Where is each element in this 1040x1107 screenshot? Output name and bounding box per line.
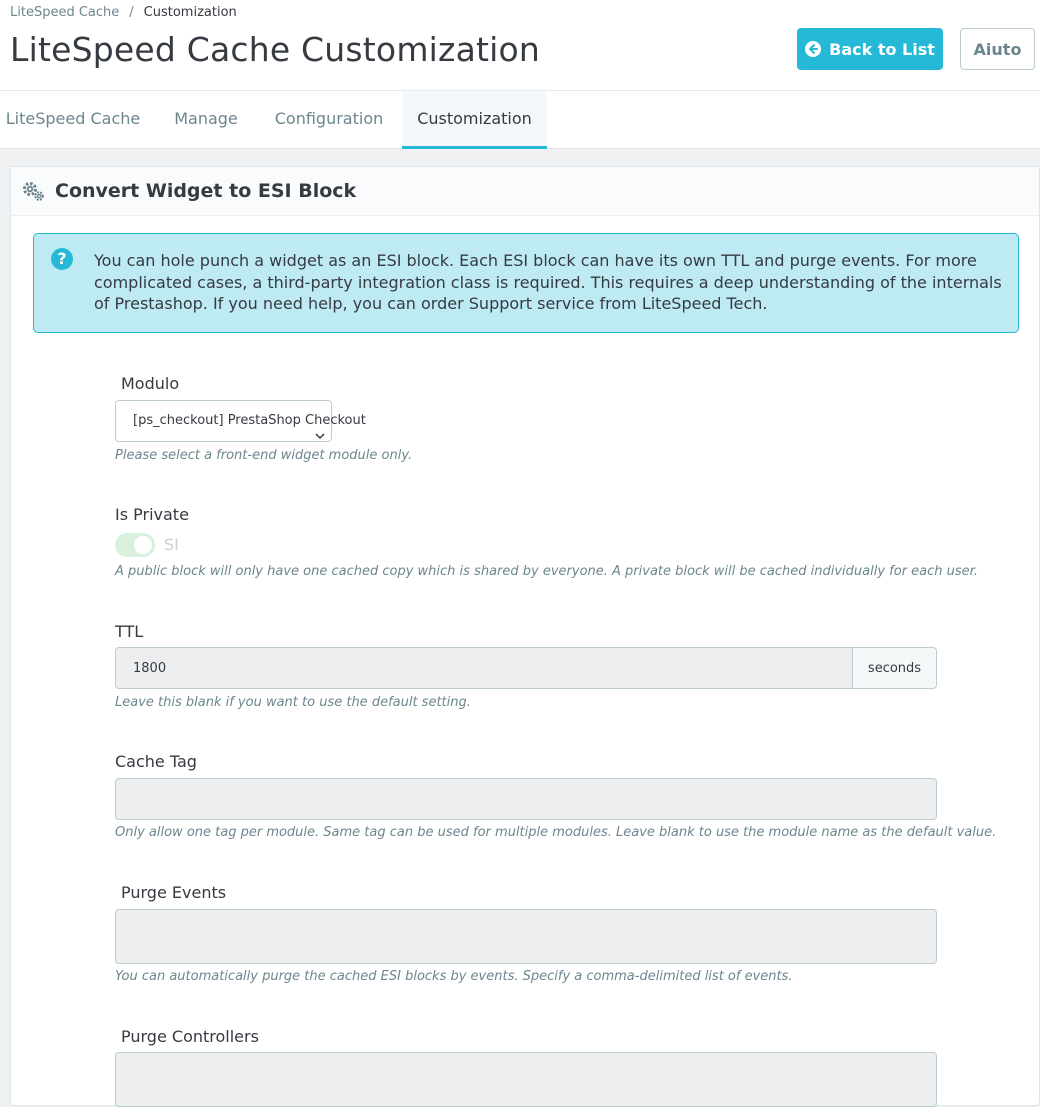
purge-events-help: You can automatically purge the cached ESI blocks by events. Specify a comma-delimited list of events.	[115, 969, 793, 984]
purge-events-label: Purge Events	[121, 883, 227, 902]
tab-litespeed-cache[interactable]: LiteSpeed Cache	[5, 109, 141, 128]
panel-heading	[11, 167, 1039, 216]
module-label: Modulo	[121, 374, 180, 393]
panel-title: Convert Widget to ESI Block	[55, 180, 357, 202]
breadcrumb	[10, 5, 237, 20]
breadcrumb-current: Customization	[143, 5, 237, 20]
ttl-input[interactable]	[115, 647, 853, 689]
cache-tag-help: Only allow one tag per module. Same tag can be used for multiple modules. Leave blank to use the module name as the default value.	[115, 825, 997, 840]
ttl-unit-addon: seconds	[852, 647, 937, 689]
is-private-help: A public block will only have one cached copy which is shared by everyone. A private block will be cached individually for each user.	[115, 564, 978, 579]
circle-arrow-left-icon	[805, 41, 821, 57]
ttl-input-value: 1800	[133, 660, 167, 676]
module-select[interactable]	[115, 400, 366, 442]
tab-bar	[0, 90, 1040, 149]
switch-knob	[134, 536, 152, 554]
gears-icon	[21, 180, 45, 206]
question-circle-icon: ?	[51, 248, 73, 270]
breadcrumb-separator: /	[129, 5, 134, 20]
back-to-list-label: Back to List	[829, 39, 935, 59]
info-alert	[33, 233, 1019, 333]
ttl-label: TTL	[115, 622, 144, 641]
esi-block-panel	[10, 166, 1040, 1106]
back-to-list-button[interactable]	[797, 28, 943, 70]
is-private-switch[interactable]	[115, 533, 155, 557]
tab-customization[interactable]: Customization	[402, 91, 547, 149]
info-alert-text: You can hole punch a widget as an ESI block. Each ESI block can have its own TTL and purge events. For more complicated cases, a third-party integration class is required. This requires a deep understanding of the internals of Prestashop. If you need help, you can order Support service from LiteSpeed Tech.	[94, 251, 1002, 313]
ttl-help: Leave this blank if you want to use the default setting.	[115, 695, 471, 710]
cache-tag-input[interactable]	[115, 778, 937, 820]
tab-configuration[interactable]: Configuration	[274, 109, 384, 128]
page-title: LiteSpeed Cache Customization	[10, 30, 540, 69]
is-private-label: Is Private	[115, 505, 189, 524]
module-select-value: [ps_checkout] PrestaShop Checkout	[133, 413, 366, 428]
page-header	[0, 0, 1040, 90]
purge-controllers-textarea[interactable]	[115, 1052, 937, 1107]
purge-events-textarea[interactable]	[115, 909, 937, 964]
help-button[interactable]: Aiuto	[960, 28, 1035, 70]
breadcrumb-parent-link[interactable]: LiteSpeed Cache	[10, 5, 120, 20]
cache-tag-label: Cache Tag	[115, 752, 197, 771]
tab-manage[interactable]: Manage	[174, 109, 238, 128]
purge-controllers-label: Purge Controllers	[121, 1027, 259, 1046]
module-help: Please select a front-end widget module only.	[115, 448, 413, 463]
is-private-switch-label: SI	[164, 535, 179, 554]
